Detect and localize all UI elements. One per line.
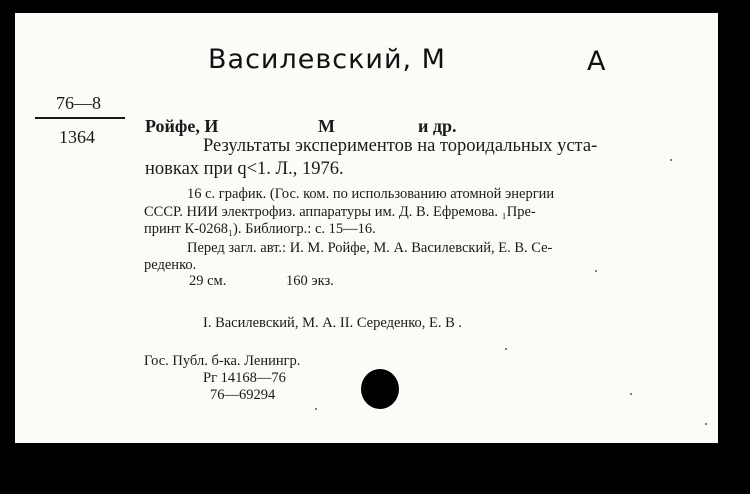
title-line-2: новках при q<1. Л., 1976. xyxy=(145,159,344,179)
punch-hole xyxy=(361,369,399,409)
call-number-bottom: 1364 xyxy=(59,127,95,147)
handwritten-name: Василевский, М xyxy=(208,44,446,75)
authors-note-line-2: реденко. xyxy=(144,257,197,273)
catalog-card xyxy=(15,13,718,443)
description-line-2: СССР. НИИ электрофиз. аппаратуры им. Д. В. Ефремова. ₁Пре- xyxy=(144,204,536,220)
heading-initial: М xyxy=(318,116,335,136)
added-entries: I. Василевский, М. А. II. Середенко, Е. В . xyxy=(203,315,463,331)
description-line-1: 16 с. график. (Гос. ком. по использованию атомной энергии xyxy=(187,186,555,202)
speck-3 xyxy=(505,348,507,350)
speck-5 xyxy=(315,408,317,410)
heading-etal: и др. xyxy=(418,116,457,136)
copies-value: 160 экз. xyxy=(286,273,334,289)
holding-library: Гос. Публ. б-ка. Ленингр. xyxy=(144,353,301,369)
call-number-divider xyxy=(35,117,125,119)
handwritten-letter: А xyxy=(587,46,606,77)
holding-number-2: 76—69294 xyxy=(210,387,276,403)
holding-number-1: Рг 14168—76 xyxy=(203,370,286,386)
speck-1 xyxy=(670,159,672,161)
speck-2 xyxy=(595,270,597,272)
call-number-top: 76—8 xyxy=(56,93,101,113)
size-value: 29 см. xyxy=(189,273,227,289)
authors-note-line-1: Перед загл. авт.: И. М. Ройфе, М. А. Василевский, Е. В. Се- xyxy=(187,240,553,256)
description-line-3: принт К-0268₁). Библиогр.: с. 15—16. xyxy=(144,221,376,237)
speck-4 xyxy=(630,393,632,395)
speck-6 xyxy=(705,423,707,425)
heading-author: Ройфе, И xyxy=(145,116,219,136)
title-line-1: Результаты экспериментов на тороидальных уста- xyxy=(203,136,598,156)
